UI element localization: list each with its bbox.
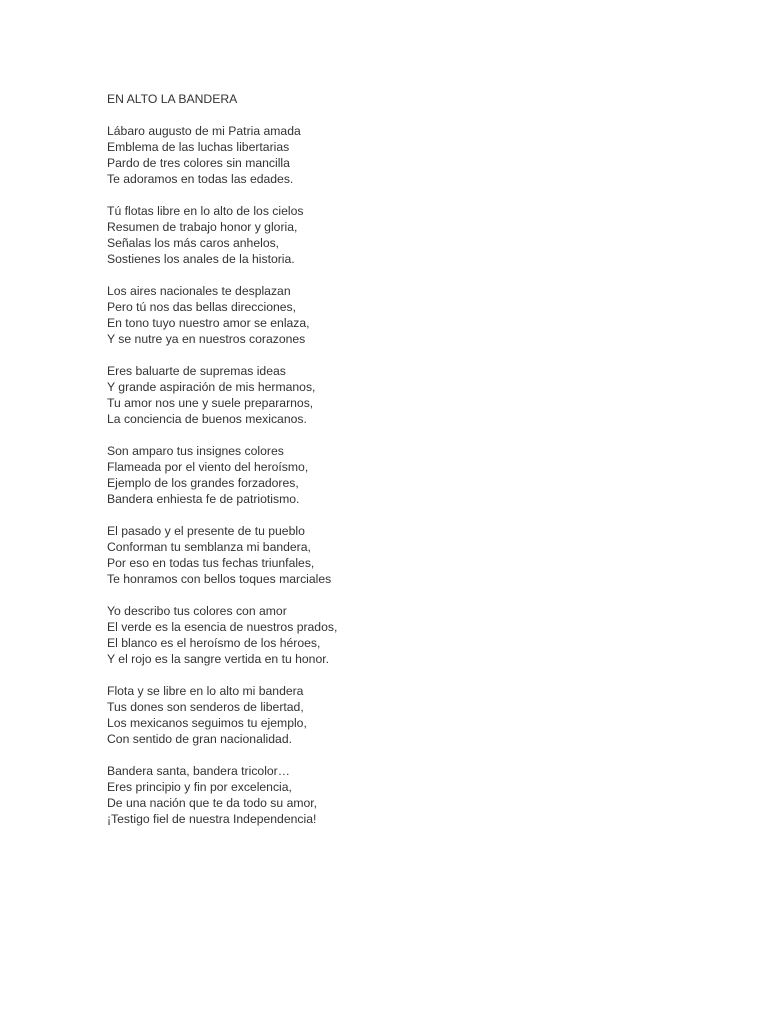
poem-line: Resumen de trabajo honor y gloria, — [107, 220, 298, 234]
poem-line: Conforman tu semblanza mi bandera, — [107, 540, 311, 554]
poem-line: En tono tuyo nuestro amor se enlaza, — [107, 316, 310, 330]
poem-line: El verde es la esencia de nuestros prados, — [107, 620, 338, 634]
stanza — [107, 203, 667, 267]
poem-line: Tus dones son senderos de libertad, — [107, 700, 304, 714]
stanza — [107, 443, 667, 507]
poem-line: Te adoramos en todas las edades. — [107, 172, 294, 186]
poem-line: Flota y se libre en lo alto mi bandera — [107, 684, 304, 698]
poem-line: Emblema de las luchas libertarias — [107, 140, 290, 154]
poem-line: De una nación que te da todo su amor, — [107, 796, 318, 810]
poem-line: Flameada por el viento del heroísmo, — [107, 460, 309, 474]
poem-line: Y el rojo es la sangre vertida en tu honor. — [107, 652, 329, 666]
poem-line: Pero tú nos das bellas direcciones, — [107, 300, 297, 314]
poem-line: Te honramos con bellos toques marciales — [107, 572, 332, 586]
stanza — [107, 283, 667, 347]
poem-line: Sostienes los anales de la historia. — [107, 252, 295, 266]
poem-line: La conciencia de buenos mexicanos. — [107, 412, 307, 426]
poem-line: Ejemplo de los grandes forzadores, — [107, 476, 299, 490]
poem-line: El pasado y el presente de tu pueblo — [107, 524, 305, 538]
poem-line: Los aires nacionales te desplazan — [107, 284, 291, 298]
poem-line: ¡Testigo fiel de nuestra Independencia! — [107, 812, 317, 826]
poem-line: Lábaro augusto de mi Patria amada — [107, 124, 301, 138]
poem-line: Son amparo tus insignes colores — [107, 444, 284, 458]
poem-line: Yo describo tus colores con amor — [107, 604, 287, 618]
stanza — [107, 523, 667, 587]
stanza — [107, 763, 667, 827]
stanza — [107, 363, 667, 427]
poem-line: Los mexicanos seguimos tu ejemplo, — [107, 716, 307, 730]
poem-line: Eres baluarte de supremas ideas — [107, 364, 286, 378]
poem-line: El blanco es el heroísmo de los héroes, — [107, 636, 321, 650]
poem-line: Y se nutre ya en nuestros corazones — [107, 332, 306, 346]
poem-line: Tú flotas libre en lo alto de los cielos — [107, 204, 304, 218]
poem-line: Señalas los más caros anhelos, — [107, 236, 280, 250]
poem-line: Pardo de tres colores sin mancilla — [107, 156, 290, 170]
poem-line: Eres principio y fin por excelencia, — [107, 780, 292, 794]
stanza — [107, 683, 667, 747]
poem-line: Con sentido de gran nacionalidad. — [107, 732, 292, 746]
poem-title: EN ALTO LA BANDERA — [107, 92, 238, 106]
poem-line: Bandera santa, bandera tricolor… — [107, 764, 290, 778]
poem-line: Y grande aspiración de mis hermanos, — [107, 380, 316, 394]
poem-line: Por eso en todas tus fechas triunfales, — [107, 556, 315, 570]
stanza — [107, 123, 667, 187]
poem-line: Tu amor nos une y suele prepararnos, — [107, 396, 314, 410]
poem-body — [107, 91, 667, 843]
stanza — [107, 603, 667, 667]
poem-line: Bandera enhiesta fe de patriotismo. — [107, 492, 300, 506]
